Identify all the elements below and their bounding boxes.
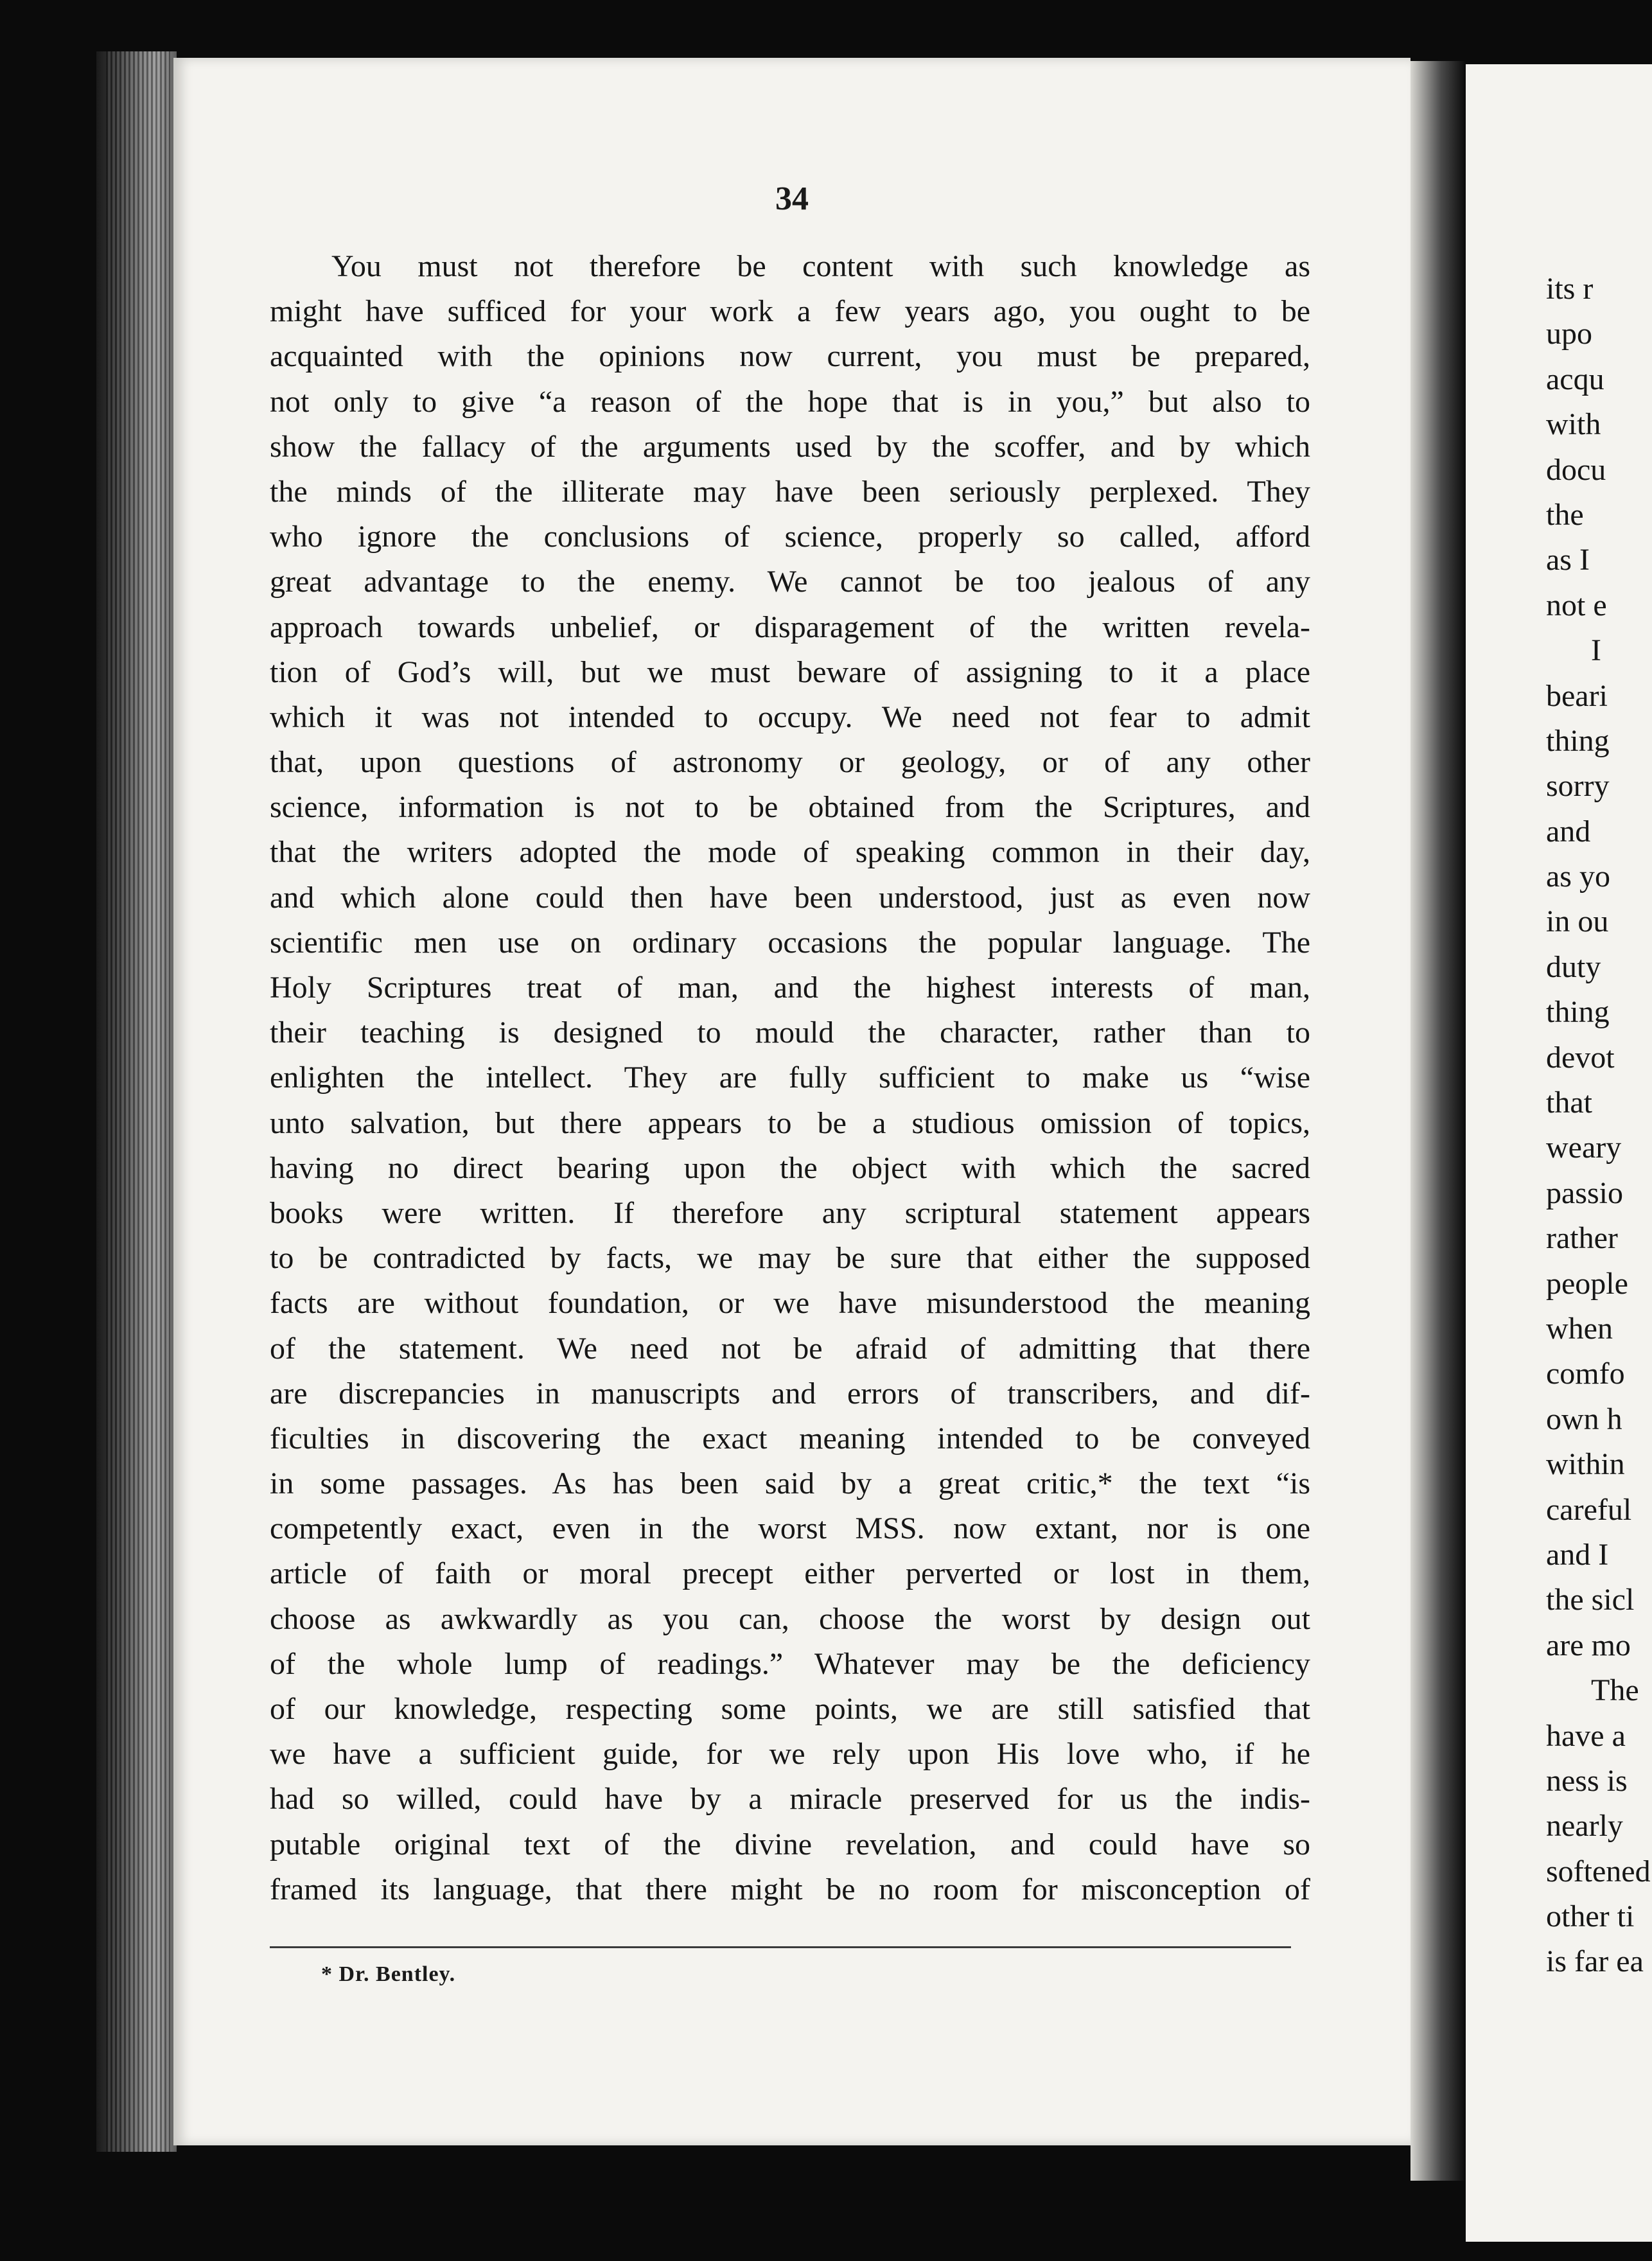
facing-page-line: its r: [1546, 272, 1594, 306]
text-line: the minds of the illiterate may have been seriously perplexed. They: [270, 474, 1310, 509]
text-line: of the statement. We need not be afraid of admitting that there: [270, 1331, 1310, 1366]
facing-page-line: weary: [1546, 1130, 1622, 1165]
left-page: [173, 58, 1410, 2145]
text-line: ficulties in discovering the exact meaning intended to be conveyed: [270, 1421, 1310, 1456]
text-line: had so willed, could have by a miracle preserved for us the indis-: [270, 1782, 1310, 1817]
facing-page-line: and I: [1546, 1537, 1609, 1572]
facing-page-line: rather: [1546, 1221, 1618, 1256]
text-line: are discrepancies in manuscripts and errors of transcribers, and dif-: [270, 1376, 1310, 1411]
text-line: that the writers adopted the mode of speaking common in their day,: [270, 835, 1310, 870]
text-line: might have sufficed for your work a few years ago, you ought to be: [270, 294, 1310, 329]
facing-page-line: comfo: [1546, 1357, 1625, 1391]
facing-page-text: [1546, 267, 1651, 1985]
facing-page-line: thing: [1546, 723, 1610, 758]
facing-page-line: people: [1546, 1266, 1628, 1301]
facing-page-line: upo: [1546, 317, 1592, 351]
text-line: and which alone could then have been understood, just as even now: [270, 880, 1310, 915]
facing-page-line: The: [1591, 1673, 1639, 1708]
text-line: that, upon questions of astronomy or geology, or of any other: [270, 745, 1310, 780]
text-line: in some passages. As has been said by a great critic,* the text “is: [270, 1466, 1310, 1501]
facing-page-line: is far ea: [1546, 1944, 1644, 1979]
text-line: of the whole lump of readings.” Whatever may be the deficiency: [270, 1646, 1310, 1681]
facing-page-line: as I: [1546, 543, 1590, 577]
facing-page-line: own h: [1546, 1402, 1622, 1436]
text-line: to be contradicted by facts, we may be sure that either the supposed: [270, 1241, 1310, 1276]
facing-page-line: acqu: [1546, 362, 1604, 396]
facing-page-line: within: [1546, 1447, 1625, 1482]
text-line: who ignore the conclusions of science, properly so called, afford: [270, 520, 1310, 554]
text-line: unto salvation, but there appears to be a studious omission of topics,: [270, 1105, 1310, 1140]
text-line: their teaching is designed to mould the character, rather than to: [270, 1016, 1310, 1050]
facing-page-line: devot: [1546, 1040, 1615, 1075]
text-line: article of faith or moral precept either perverted or lost in them,: [270, 1556, 1310, 1591]
text-line: science, information is not to be obtained from the Scriptures, and: [270, 790, 1310, 825]
text-line: not only to give “a reason of the hope that is in you,” but also to: [270, 384, 1310, 419]
facing-page-line: passio: [1546, 1175, 1623, 1210]
text-line: enlighten the intellect. They are fully sufficient to make us “wise: [270, 1060, 1310, 1095]
text-line: acquainted with the opinions now current, you must be prepared,: [270, 339, 1310, 374]
facing-page-line: sorry: [1546, 769, 1610, 804]
facing-page-line: and: [1546, 814, 1591, 849]
text-line: approach towards unbelief, or disparagement of the written revela-: [270, 610, 1310, 644]
facing-page-line: have a: [1546, 1718, 1626, 1753]
facing-page-line: that: [1546, 1086, 1592, 1120]
text-line: having no direct bearing upon the object with which the sacred: [270, 1150, 1310, 1185]
facing-page-line: the: [1546, 497, 1584, 532]
facing-page-line: the sicl: [1546, 1583, 1635, 1617]
text-line: we have a sufficient guide, for we rely upon His love who, if he: [270, 1737, 1310, 1772]
footnote-rule: [270, 1946, 1291, 1948]
text-line: framed its language, that there might be no room for misconception of: [270, 1872, 1310, 1906]
text-line: show the fallacy of the arguments used by the scoffer, and by which: [270, 429, 1310, 464]
facing-page-line: other ti: [1546, 1899, 1635, 1934]
text-line: facts are without foundation, or we have misunderstood the meaning: [270, 1286, 1310, 1321]
facing-page-line: docu: [1546, 452, 1606, 487]
text-line: scientific men use on ordinary occasions the popular language. The: [270, 925, 1310, 960]
facing-page-line: as yo: [1546, 859, 1610, 894]
text-line: You must not therefore be content with such knowledge as: [331, 249, 1310, 283]
facing-page-line: softened: [1546, 1854, 1651, 1888]
body-text: [270, 244, 1310, 1912]
facing-page-line: nearly: [1546, 1809, 1623, 1843]
facing-page-line: ness is: [1546, 1763, 1628, 1798]
facing-page-line: beari: [1546, 678, 1608, 713]
text-line: Holy Scriptures treat of man, and the highest interests of man,: [270, 971, 1310, 1005]
facing-page-line: duty: [1546, 949, 1601, 984]
text-line: putable original text of the divine revelation, and could have so: [270, 1827, 1310, 1861]
facing-page-line: careful: [1546, 1492, 1632, 1527]
facing-page-line: thing: [1546, 995, 1610, 1030]
facing-page-line: when: [1546, 1311, 1613, 1346]
facing-page-line: are mo: [1546, 1628, 1631, 1662]
book-gutter: [1410, 61, 1466, 2181]
facing-page-line: not e: [1546, 588, 1607, 622]
text-line: choose as awkwardly as you can, choose the worst by design out: [270, 1601, 1310, 1636]
facing-page-line: I: [1591, 633, 1601, 668]
page-number: 34: [775, 180, 809, 217]
text-line: books were written. If therefore any scriptural statement appears: [270, 1195, 1310, 1230]
footnote: * Dr. Bentley.: [321, 1962, 456, 1986]
text-line: tion of God’s will, but we must beware of assigning to it a place: [270, 655, 1310, 689]
facing-page-line: with: [1546, 407, 1601, 442]
text-line: of our knowledge, respecting some points, we are still satisfied that: [270, 1692, 1310, 1726]
page-stack-edge: [106, 51, 170, 2152]
facing-page-line: in ou: [1546, 904, 1609, 939]
facing-page: [1466, 64, 1652, 2242]
text-line: competently exact, even in the worst MSS. now extant, nor is one: [270, 1511, 1310, 1546]
text-line: great advantage to the enemy. We cannot be too jealous of any: [270, 565, 1310, 599]
text-line: which it was not intended to occupy. We need not fear to admit: [270, 699, 1310, 734]
